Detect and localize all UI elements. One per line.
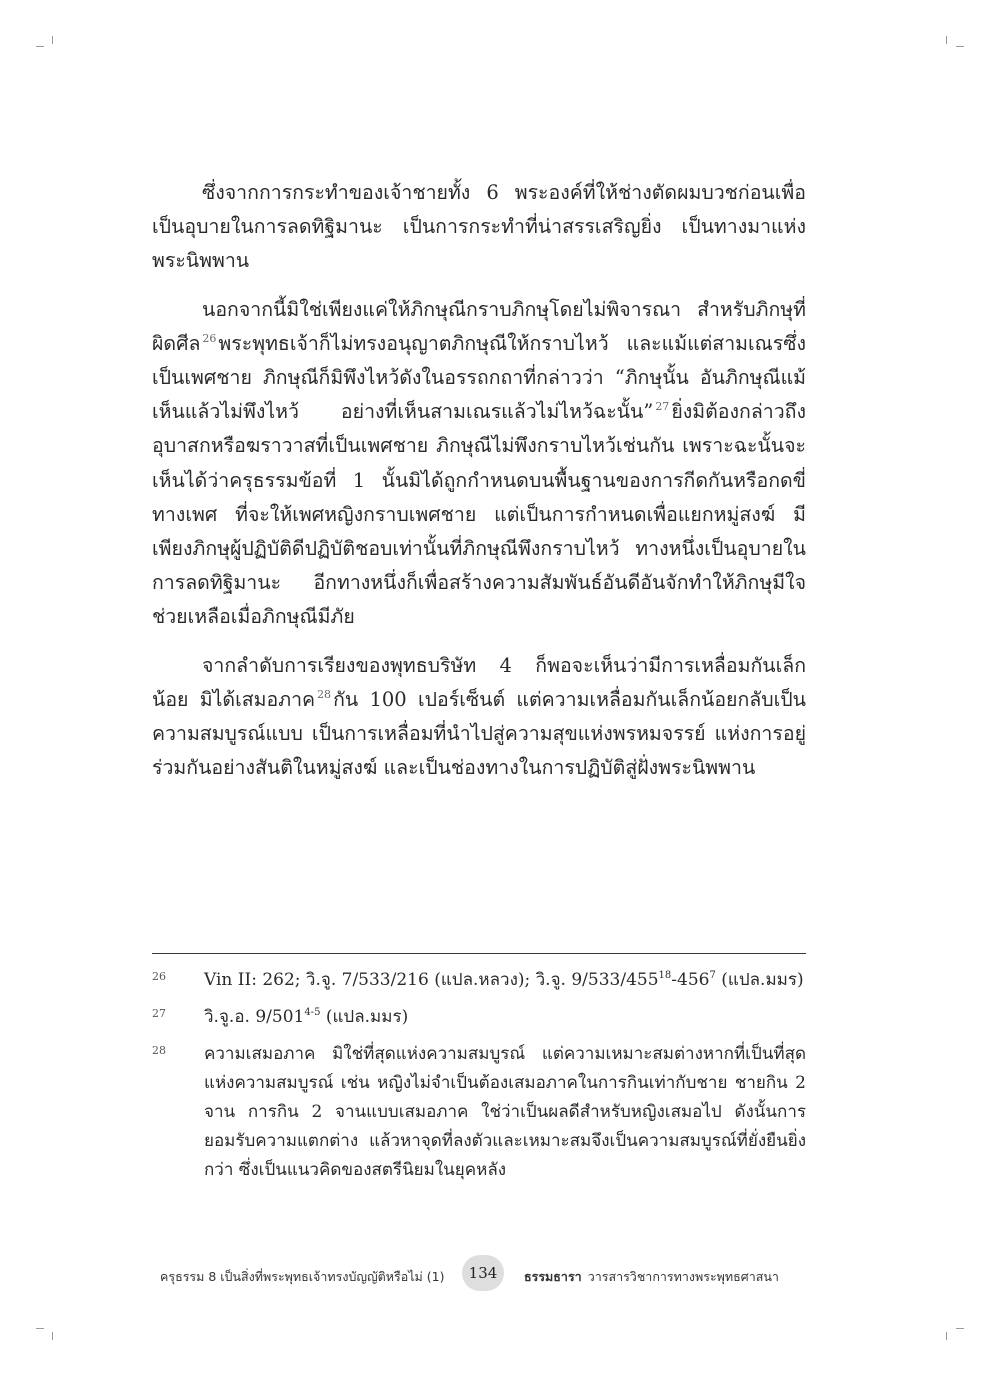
crop-mark [52, 1332, 53, 1340]
footnote-number: 28 [152, 1044, 166, 1057]
crop-mark [52, 36, 53, 44]
footnote-26: 26 Vin II: 262; วิ.จู. 7/533/216 (แปล.หลวง); วิ.จู. $9/533/455^{18}-456^7$ (แปล.มมร) [152, 966, 806, 995]
footnote-27: 27 วิ.จู.อ. 9/501$^{4-5}$ (แปล.มมร) [152, 1003, 806, 1032]
page-number: 134 [462, 1255, 504, 1291]
paragraph-3: จากลำดับการเรียงของพุทธบริษัท 4 ก็พอจะเห็นว่ามีการเหลื่อมกันเล็กน้อย มิได้เสมอภาค $^{28}$ กัน 100 เปอร์เซ็นต์ แต่ความเหลื่อมกันเล็กน้อยกลับเป็นความสมบูรณ์แบบ เป็นการเหลื่อมที่นำไปสู่ความสุขแห่งพรหมจรรย์ แห่งการอยู่ร่วมกันอย่างสันติในหมู่สงฆ์ และเป็นช่องทางในการปฏิบัติสู่ฝั่งพระนิพพาน [152, 653, 806, 780]
journal-name [524, 1267, 779, 1287]
crop-mark [946, 36, 947, 44]
crop-mark [36, 1328, 44, 1329]
main-text [152, 176, 806, 799]
article-title: ครุธรรม 8 เป็นสิ่งที่พระพุทธเจ้าทรงบัญญัติหรือไม่ (1) [160, 1269, 445, 1284]
page-footer [160, 1255, 800, 1295]
journal-title: ธรรมธารา [524, 1269, 582, 1284]
crop-mark [36, 46, 44, 47]
footnote-ref-28[interactable]: 28 [317, 687, 332, 701]
crop-mark [956, 1328, 964, 1329]
crop-mark [946, 1332, 947, 1340]
footnote-number: 27 [152, 1007, 166, 1020]
paragraph-1: ซึ่งจากการกระทำของเจ้าชายทั้ง 6 พระองค์ที่ให้ช่างตัดผมบวชก่อนเพื่อเป็นอุบายในการลดทิฐิมานะ เป็นการกระทำที่น่าสรรเสริญยิ่ง เป็นทางมาแห่งพระนิพพาน [152, 181, 806, 273]
journal-subtitle: วารสารวิชาการทางพระพุทธศาสนา [587, 1269, 779, 1284]
footnote-divider [152, 953, 806, 954]
footnote-ref-27[interactable]: 27 [655, 400, 670, 414]
paragraph-2: นอกจากนี้มิใช่เพียงแค่ให้ภิกษุณีกราบภิกษุโดยไม่พิจารณา สำหรับภิกษุที่ผิดศีล $^{26}$ พระพุทธเจ้าก็ไม่ทรงอนุญาตภิกษุณีให้กราบไหว้ และแม้แต่สามเณรซึ่งเป็นเพศชาย ภิกษุณีก็มิพึงไหว้ดังในอรรถกถาที่กล่าวว่า “ภิกษุนั้น อันภิกษุณีแม้เห็นแล้วไม่พึงไหว้ อย่างที่เห็นสามเณรแล้วไม่ไหว้ฉะนั้น” $^{27}$ ยิ่งมิต้องกล่าวถึงอุบาสกหรือฆราวาสที่เป็นเพศชาย ภิกษุณีไม่พึงกราบไหว้เช่นกัน เพราะฉะนั้นจะเห็นได้ว่าครุธรรมข้อที่ 1 นั้นมิได้ถูกกำหนดบนพื้นฐานของการกีดกันหรือกดขี่ทางเพศ ที่จะให้เพศหญิงกราบเพศชาย แต่เป็นการกำหนดเพื่อแยกหมู่สงฆ์ มีเพียงภิกษุผู้ปฏิบัติดีปฏิบัติชอบเท่านั้นที่ภิกษุณีพึงกราบไหว้ ทางหนึ่งเป็นอุบายในการลดทิฐิมานะ อีกทางหนึ่งก็เพื่อสร้างความสัมพันธ์อันดีอันจักทำให้ภิกษุมีใจช่วยเหลือเมื่อภิกษุณีมีภัย [152, 297, 806, 629]
crop-mark [956, 46, 964, 47]
footnote-number: 26 [152, 970, 166, 983]
footnote-28: 28 ความเสมอภาค มิใช่ที่สุดแห่งความสมบูรณ์ แต่ความเหมาะสมต่างหากที่เป็นที่สุดแห่งความสมบูรณ์ เช่น หญิงไม่จำเป็นต้องเสมอภาคในการกินเท่ากับชาย ชายกิน 2 จาน การกิน 2 จานแบบเสมอภาค ใช่ว่าเป็นผลดีสำหรับหญิงเสมอไป ดังนั้นการยอมรับความแตกต่าง แล้วหาจุดที่ลงตัวและเหมาะสมจึงเป็นความสมบูรณ์ที่ยั่งยืนยิ่งกว่า ซึ่งเป็นแนวคิดของสตรีนิยมในยุคหลัง [152, 1040, 806, 1185]
footnotes [152, 966, 806, 1193]
footnote-ref-26[interactable]: 26 [202, 331, 217, 345]
